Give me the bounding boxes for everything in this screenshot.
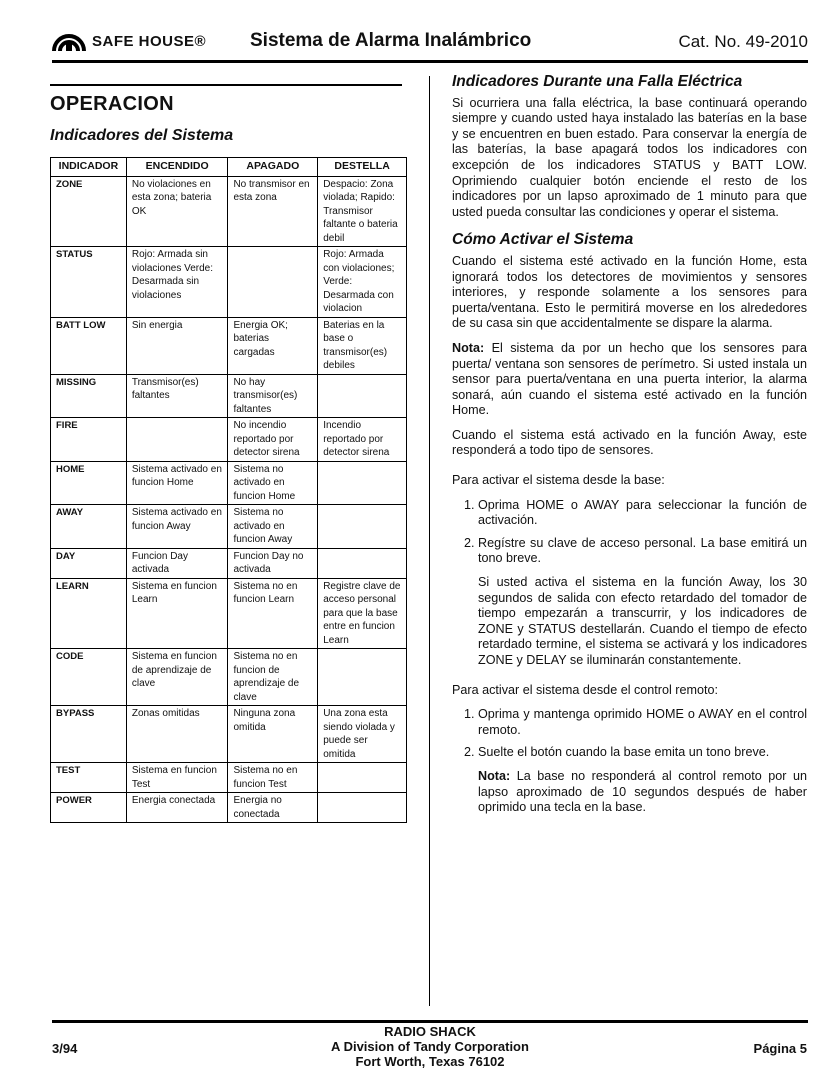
brand-name: SAFE HOUSE® bbox=[92, 33, 207, 50]
table-cell: FIRE bbox=[51, 418, 127, 462]
footer-rule bbox=[52, 1020, 808, 1023]
list-item: 1. Oprima y mantenga oprimido HOME o AWAY en el control remoto. bbox=[478, 707, 807, 738]
table-cell: Baterias en la base o transmisor(es) debiles bbox=[318, 317, 407, 374]
table-cell bbox=[318, 649, 407, 706]
table-cell: ZONE bbox=[51, 176, 127, 247]
table-cell bbox=[318, 505, 407, 549]
table-cell: Sistema no activado en funcion Home bbox=[228, 461, 318, 505]
remote-steps-list bbox=[452, 707, 807, 761]
note-label: Nota: bbox=[478, 768, 511, 783]
table-header-cell: ENCENDIDO bbox=[126, 158, 228, 177]
table-header-cell: DESTELLA bbox=[318, 158, 407, 177]
table-row bbox=[51, 763, 407, 793]
table-cell bbox=[318, 374, 407, 418]
table-cell: Sistema no en funcion Test bbox=[228, 763, 318, 793]
table-cell: BYPASS bbox=[51, 706, 127, 763]
catalog-number: Cat. No. 49-2010 bbox=[678, 32, 808, 51]
paragraph-power-failure: Si ocurriera una falla eléctrica, la base continuará operando siempre y cuando usted haya instalado las baterías en la base y se encuentren en buen estado. Para conservar la energía de las baterías, la base apagará todos los indicadores con excepción de los indicadores STATUS y BATT LOW. Oprimiendo cualquier botón enciende el resto de los indicadores por un lapso aproximado de 1 minuto para que usted pueda consultar las condiciones y operar el sistema. bbox=[452, 95, 807, 219]
table-row bbox=[51, 578, 407, 649]
table-row bbox=[51, 706, 407, 763]
table-cell bbox=[318, 548, 407, 578]
table-body bbox=[51, 176, 407, 823]
page-header bbox=[52, 28, 808, 56]
list-item: 2. Suelte el botón cuando la base emita un tono breve. bbox=[478, 745, 807, 761]
subsection-title: Indicadores del Sistema bbox=[50, 127, 234, 144]
table-cell bbox=[228, 247, 318, 318]
paragraph-from-remote: Para activar el sistema desde el control remoto: bbox=[452, 682, 718, 697]
table-cell bbox=[318, 763, 407, 793]
table-header-row bbox=[51, 158, 407, 177]
table-cell: POWER bbox=[51, 793, 127, 823]
table-cell: BATT LOW bbox=[51, 317, 127, 374]
document-title: Sistema de Alarma Inalámbrico bbox=[250, 30, 532, 51]
table-row bbox=[51, 418, 407, 462]
paragraph-away-mode: Cuando el sistema está activado en la función Away, este responderá a todo tipo de sensores. bbox=[452, 427, 807, 458]
list-item: 2. Regístre su clave de acceso personal. La base emitirá un tono breve. bbox=[478, 536, 807, 567]
table-cell: No incendio reportado por detector sirena bbox=[228, 418, 318, 462]
table-cell: Energia OK; baterias cargadas bbox=[228, 317, 318, 374]
table-cell bbox=[318, 793, 407, 823]
section-rule bbox=[50, 84, 402, 86]
list-item: 1. Oprima HOME o AWAY para seleccionar la función de activación. bbox=[478, 498, 807, 529]
table-cell: Rojo: Armada con violaciones; Verde: Desarmada con violacion bbox=[318, 247, 407, 318]
table-cell: Rojo: Armada sin violaciones Verde: Desarmada sin violaciones bbox=[126, 247, 228, 318]
section-title: OPERACION bbox=[50, 93, 174, 115]
table-cell: No violaciones en esta zona; bateria OK bbox=[126, 176, 228, 247]
footer-company-line: A Division of Tandy Corporation bbox=[331, 1039, 529, 1054]
table-cell: Energia no conectada bbox=[228, 793, 318, 823]
table-row bbox=[51, 317, 407, 374]
table-cell: Sistema en funcion Test bbox=[126, 763, 228, 793]
note-perimeter bbox=[452, 341, 807, 419]
table-cell: Una zona esta siendo violada y puede ser omitida bbox=[318, 706, 407, 763]
table-cell: Funcion Day no activada bbox=[228, 548, 318, 578]
table-cell: Sistema no en funcion de aprendizaje de clave bbox=[228, 649, 318, 706]
table-cell bbox=[318, 461, 407, 505]
indicators-table bbox=[50, 157, 407, 823]
table-header-cell: APAGADO bbox=[228, 158, 318, 177]
table-row bbox=[51, 247, 407, 318]
table-cell: AWAY bbox=[51, 505, 127, 549]
table-cell: STATUS bbox=[51, 247, 127, 318]
note-text: La base no responderá al control remoto por un lapso aproximado de 10 segundos después de haber oprimido una tecla en la base. bbox=[478, 768, 807, 815]
table-cell: Sistema no en funcion Learn bbox=[228, 578, 318, 649]
heading-power-failure: Indicadores Durante una Falla Eléctrica bbox=[452, 73, 743, 90]
table-cell: Sistema no activado en funcion Away bbox=[228, 505, 318, 549]
table-header-cell: INDICADOR bbox=[51, 158, 127, 177]
table-cell: Despacio: Zona violada; Rapido: Transmisor faltante o bateria debil bbox=[318, 176, 407, 247]
table-cell: HOME bbox=[51, 461, 127, 505]
table-row bbox=[51, 548, 407, 578]
table-cell: Incendio reportado por detector sirena bbox=[318, 418, 407, 462]
table-cell: Sistema activado en funcion Home bbox=[126, 461, 228, 505]
table-row bbox=[51, 649, 407, 706]
table-cell: Energia conectada bbox=[126, 793, 228, 823]
table-cell: Sistema activado en funcion Away bbox=[126, 505, 228, 549]
table-cell: Sin energia bbox=[126, 317, 228, 374]
heading-activate-system: Cómo Activar el Sistema bbox=[452, 231, 634, 249]
table-cell: LEARN bbox=[51, 578, 127, 649]
table-cell: CODE bbox=[51, 649, 127, 706]
footer-company bbox=[300, 1024, 560, 1069]
footer-company-line: Fort Worth, Texas 76102 bbox=[355, 1054, 505, 1069]
table-cell bbox=[126, 418, 228, 462]
table-cell: No transmisor en esta zona bbox=[228, 176, 318, 247]
table-row bbox=[51, 461, 407, 505]
note-text: El sistema da por un hecho que los sensores para puerta/ ventana son sensores de perímetro. Si usted instala un sensor para puerta/ventana en una puerta interior, la alarma sonará, aún cuando el sistema esté activado en la función Home. bbox=[452, 340, 807, 418]
table-cell: DAY bbox=[51, 548, 127, 578]
table-cell: MISSING bbox=[51, 374, 127, 418]
table-cell: Transmisor(es) faltantes bbox=[126, 374, 228, 418]
table-cell: Registre clave de acceso personal para que la base entre en funcion Learn bbox=[318, 578, 407, 649]
header-rule bbox=[52, 60, 808, 63]
table-cell: Zonas omitidas bbox=[126, 706, 228, 763]
paragraph-from-base: Para activar el sistema desde la base: bbox=[452, 473, 665, 488]
table-row bbox=[51, 505, 407, 549]
footer-company-line: RADIO SHACK bbox=[384, 1024, 476, 1039]
paragraph-home-mode: Cuando el sistema esté activado en la función Home, esta ignorará todos los detectores de movimientos y sensores interiores, y responde solamente a los sensores para puerta/ventana. Esto le permitirá moverse en los alrededores de su casa sin que accidentalmente se dispare la alarma. bbox=[452, 253, 807, 331]
base-steps-list bbox=[452, 498, 807, 567]
table-cell: Funcion Day activada bbox=[126, 548, 228, 578]
table-row bbox=[51, 374, 407, 418]
right-column bbox=[452, 74, 807, 825]
table-cell: Sistema en funcion Learn bbox=[126, 578, 228, 649]
left-column bbox=[50, 84, 410, 823]
footer-date: 3/94 bbox=[52, 1041, 78, 1056]
house-arch-logo-icon bbox=[52, 30, 86, 52]
table-cell: TEST bbox=[51, 763, 127, 793]
table-row bbox=[51, 793, 407, 823]
table-cell: Ninguna zona omitida bbox=[228, 706, 318, 763]
table-row bbox=[51, 176, 407, 247]
note-remote-delay bbox=[478, 769, 807, 816]
table-cell: No hay transmisor(es) faltantes bbox=[228, 374, 318, 418]
table-cell: Sistema en funcion de aprendizaje de clave bbox=[126, 649, 228, 706]
page-number: Página 5 bbox=[753, 1041, 807, 1056]
paragraph-away-detail: Si usted activa el sistema en la función Away, los 30 segundos de salida con efecto retardado del tomador de tiempo empezarán a transcurrir, y los indicadores de ZONE y STATUS destellarán. Cuando el tiempo de efecto retardado termine, el sistema se activará y los indicadores ZONE y DELAY se iluminarán constantemente. bbox=[478, 575, 807, 667]
column-divider bbox=[429, 76, 430, 1006]
note-label: Nota: bbox=[452, 340, 485, 355]
